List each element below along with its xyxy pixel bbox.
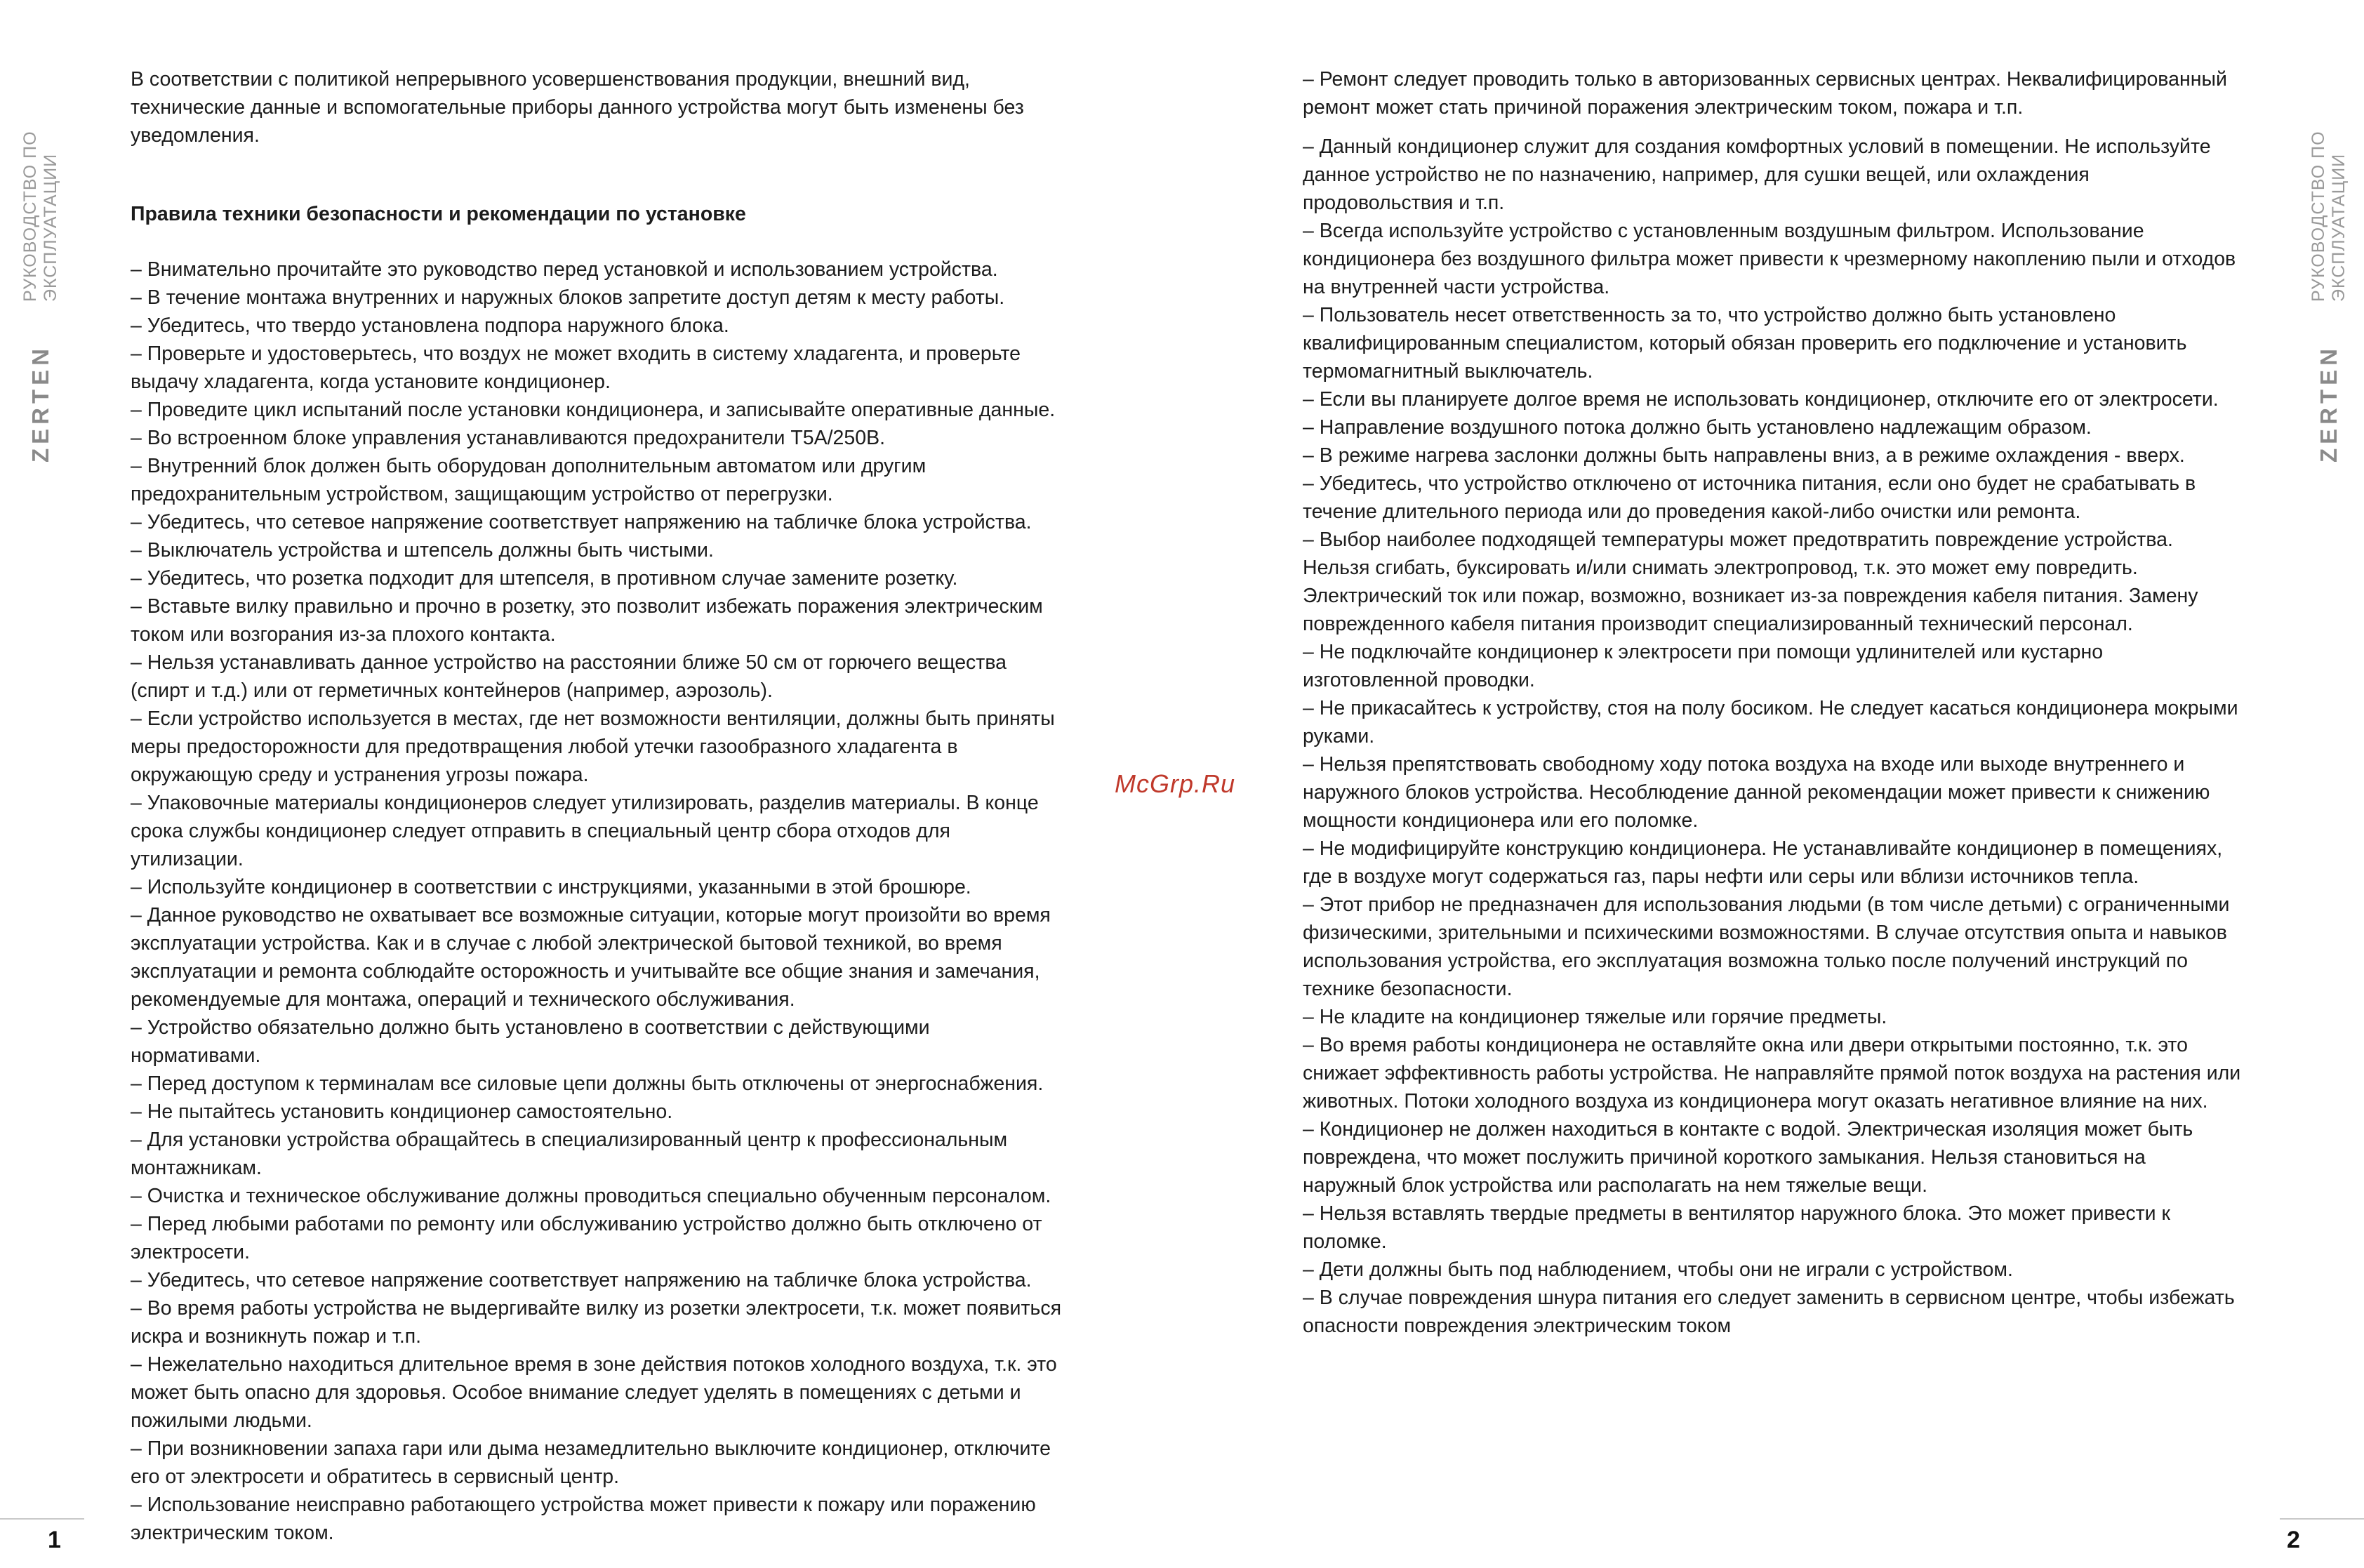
list-item: – В случае повреждения шнура питания его следует заменить в сервисном центре, чтобы избежать опасности повреждения электрическим током xyxy=(1303,1287,2235,1337)
list-item: – Убедитесь, что розетка подходит для штепселя, в противном случае замените розетку. xyxy=(131,567,958,590)
list-item: – Дети должны быть под наблюдением, чтобы они не играли с устройством. xyxy=(1303,1258,2013,1281)
list-item: – Всегда используйте устройство с установленным воздушным фильтром. Использование кондиционера без воздушного фильтра может привести к чрезмерному накоплению пыли и отходов на внутренней части устройства. xyxy=(1303,220,2236,298)
left-page-content xyxy=(131,65,1064,1547)
watermark: McGrp.Ru xyxy=(1115,769,1236,798)
list-item: – Очистка и техническое обслуживание должны проводиться специально обученным персоналом. xyxy=(131,1185,1051,1207)
list-item: – Вставьте вилку правильно и прочно в розетку, это позволит избежать поражения электрическим током или возгорания из-за плохого контакта. xyxy=(131,595,1043,646)
list-item: – В режиме нагрева заслонки должны быть направлены вниз, а в режиме охлаждения - вверх. xyxy=(1303,444,2185,467)
intro-paragraph: В соответствии с политикой непрерывного усовершенствования продукции, внешний вид, технические данные и вспомогательные приборы данного устройства могут быть изменены без уведомления. xyxy=(131,68,1024,147)
right-page-content xyxy=(1303,65,2243,1340)
footer-divider xyxy=(2280,1518,2364,1520)
list-item: – Для установки устройства обращайтесь в специализированный центр к профессиональным монтажникам. xyxy=(131,1129,1008,1179)
list-item: – Во время работы устройства не выдергивайте вилку из розетки электросети, т.к. может появиться искра и возникнуть пожар и т.п. xyxy=(131,1297,1062,1348)
list-item: – Если устройство используется в местах, где нет возможности вентиляции, должны быть приняты меры предосторожности для предотвращения любой утечки газообразного хладагента в окружающую среду и устранения угрозы пожара. xyxy=(131,707,1055,786)
page-number: 1 xyxy=(48,1527,61,1553)
list-item: – Используйте кондиционер в соответствии с инструкциями, указанными в этой брошюре. xyxy=(131,876,971,898)
right-side-labels xyxy=(2308,0,2350,477)
list-item: – Не пытайтесь установить кондиционер самостоятельно. xyxy=(131,1101,673,1123)
list-item: – Не кладите на кондиционер тяжелые или горячие предметы. xyxy=(1303,1006,1887,1028)
list-item: – Убедитесь, что сетевое напряжение соответствует напряжению на табличке блока устройства. xyxy=(131,1269,1032,1291)
list-item: – Во встроенном блоке управления устанавливаются предохранители T5A/250В. xyxy=(131,427,886,449)
list-item: – Не прикасайтесь к устройству, стоя на полу босиком. Не следует касаться кондиционера мокрыми руками. xyxy=(1303,697,2238,748)
list-item: – Не модифицируйте конструкцию кондиционера. Не устанавливайте кондиционер в помещениях, где в воздухе могут содержаться газ, пары нефти или серы или вблизи источников тепла. xyxy=(1303,837,2223,888)
list-item: – Выключатель устройства и штепсель должны быть чистыми. xyxy=(131,539,714,562)
brand-logo: ZERTEN xyxy=(27,345,53,463)
manual-label: РУКОВОДСТВО ПО ЭКСПЛУАТАЦИИ xyxy=(2309,131,2349,302)
page-number: 2 xyxy=(2287,1527,2300,1553)
list-item: – Если вы планируете долгое время не использовать кондиционер, отключите его от электросети. xyxy=(1303,388,2219,411)
list-item: – В течение монтажа внутренних и наружных блоков запретите доступ детям к месту работы. xyxy=(131,286,1005,309)
list-item: – Проведите цикл испытаний после установки кондиционера, и записывайте оперативные данные. xyxy=(131,399,1056,421)
list-item: – Внутренний блок должен быть оборудован дополнительным автоматом или другим предохранительным устройством, защищающим устройство от перегрузки. xyxy=(131,455,927,505)
list-item: – Данный кондиционер служит для создания комфортных условий в помещении. Не используйте данное устройство не по назначению, например, для сушки вещей, или охлаждения продовольствия и т.п. xyxy=(1303,135,2211,214)
list-item: – Внимательно прочитайте это руководство перед установкой и использованием устройства. xyxy=(131,258,998,281)
list-item: – Нельзя вставлять твердые предметы в вентилятор наружного блока. Это может привести к поломке. xyxy=(1303,1202,2170,1253)
list-item: – Во время работы кондиционера не оставляйте окна или двери открытыми постоянно, т.к. это снижает эффективность работы устройства. Не направляйте прямой поток воздуха на растения или животных. Потоки холодного воздуха из кондиционера могут оказать негативное влияние на них. xyxy=(1303,1034,2241,1112)
list-item: – Этот прибор не предназначен для использования людьми (в том числе детьми) с ограниченными физическими, зрительными и психическими возможностями. В случае отсутствия опыта и навыков использования устройства, его эксплуатация возможна только после получений инструкций по технике безопасности. xyxy=(1303,893,2230,1000)
section-title: Правила техники безопасности и рекомендации по установке xyxy=(131,203,746,225)
list-item: – Нельзя устанавливать данное устройство на расстоянии ближе 50 см от горючего вещества (спирт и т.д.) или от герметичных контейнеров (например, аэрозоль). xyxy=(131,651,1007,702)
list-item: – Упаковочные материалы кондиционеров следует утилизировать, разделив материалы. В конце срока службы кондиционер следует отправить в специальный центр сбора отходов для утилизации. xyxy=(131,792,1039,870)
list-item: – Нежелательно находиться длительное время в зоне действия потоков холодного воздуха, т.к. это может быть опасно для здоровья. Особое внимание следует уделять в помещениях с детьми и пожилыми людьми. xyxy=(131,1353,1057,1432)
list-item: – Перед доступом к терминалам все силовые цепи должны быть отключены от энергоснабжения. xyxy=(131,1072,1044,1095)
list-item: – Данное руководство не охватывает все возможные ситуации, которые могут произойти во время эксплуатации устройства. Как и в случае с любой электрической бытовой техникой, во время эксплуатации и ремонта соблюдайте осторожность и учитывайте все общие знания и замечания, рекомендуемые для монтажа, операций и технического обслуживания. xyxy=(131,904,1051,1011)
list-item: – Использование неисправно работающего устройства может привести к пожару или поражению электрическим током. xyxy=(131,1494,1036,1544)
list-item: – Перед любыми работами по ремонту или обслуживанию устройство должно быть отключено от электросети. xyxy=(131,1213,1042,1263)
safety-list xyxy=(131,255,1064,1547)
list-item: – Ремонт следует проводить только в авторизованных сервисных центрах. Неквалифицированный ремонт может стать причиной поражения электрическим током, пожара и т.п. xyxy=(1303,68,2227,119)
safety-list xyxy=(1303,133,2243,1340)
manual-label: РУКОВОДСТВО ПО ЭКСПЛУАТАЦИИ xyxy=(20,131,60,302)
list-item: – Устройство обязательно должно быть установлено в соответствии с действующими нормативами. xyxy=(131,1016,930,1067)
footer-divider xyxy=(0,1518,84,1520)
list-item: – Направление воздушного потока должно быть установлено надлежащим образом. xyxy=(1303,416,2092,439)
list-item: – Пользователь несет ответственность за то, что устройство должно быть установлено квалифицированным специалистом, который обязан проверить его подключение и установить термомагнитный выключатель. xyxy=(1303,304,2187,383)
list-item: – Проверьте и удостоверьтесь, что воздух не может входить в систему хладагента, и проверьте выдачу хладагента, когда установите кондиционер. xyxy=(131,343,1021,393)
brand-logo: ZERTEN xyxy=(2316,345,2342,463)
list-item: – Убедитесь, что устройство отключено от источника питания, если оно будет не срабатывать в течение длительного периода или до проведения какой-либо очистки или ремонта. xyxy=(1303,472,2196,523)
list-item: – Нельзя препятствовать свободному ходу потока воздуха на входе или выходе внутреннего и наружного блоков устройства. Несоблюдение данной рекомендации может привести к снижению мощности кондиционера или его поломке. xyxy=(1303,753,2210,832)
list-item: – При возникновении запаха гари или дыма незамедлительно выключите кондиционер, отключите его от электросети и обратитесь в сервисный центр. xyxy=(131,1437,1051,1488)
list-item: – Убедитесь, что твердо установлена подпора наружного блока. xyxy=(131,314,729,337)
list-item: – Кондиционер не должен находиться в контакте с водой. Электрическая изоляция может быть повреждена, что может послужить причиной короткого замыкания. Нельзя становиться на наружный блок устройства или располагать на нем тяжелые вещи. xyxy=(1303,1118,2193,1197)
list-item: – Не подключайте кондиционер к электросети при помощи удлинителей или кустарно изготовленной проводки. xyxy=(1303,641,2104,691)
list-item: – Убедитесь, что сетевое напряжение соответствует напряжению на табличке блока устройства. xyxy=(131,511,1032,533)
list-item: – Выбор наиболее подходящей температуры может предотвратить повреждение устройства. Нельзя сгибать, буксировать и/или снимать электропровод, т.к. это может ему повредить. Электрический ток или пожар, возможно, возникает из-за повреждения кабеля питания. Замену поврежденного кабеля питания производит специализированный технический персонал. xyxy=(1303,529,2198,635)
left-side-labels xyxy=(20,0,62,477)
